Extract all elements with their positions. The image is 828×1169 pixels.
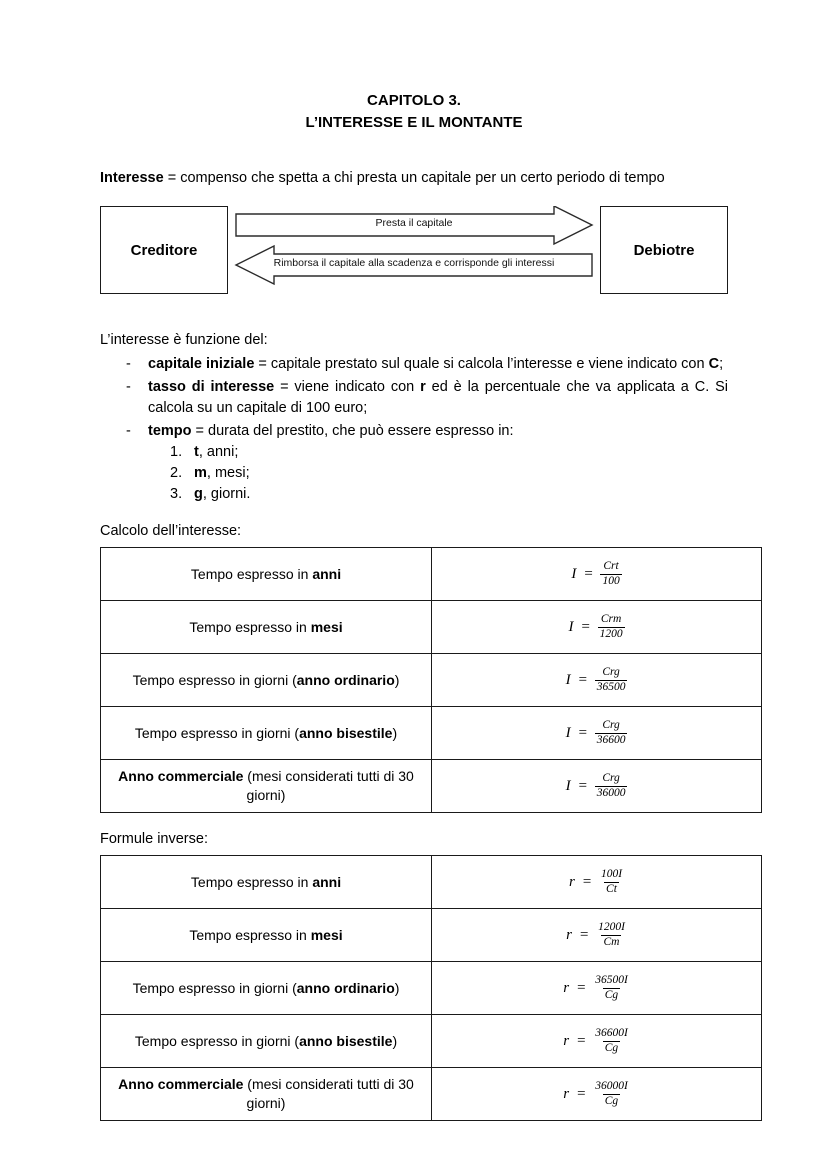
formula-operator: = (583, 565, 594, 582)
formula (571, 560, 621, 587)
unit-symbol: t (194, 444, 199, 460)
desc-post: (mesi considerati tutti di 30 giorni) (243, 1076, 414, 1111)
fraction-denominator: 1200 (599, 627, 623, 640)
desc-post: ) (392, 724, 398, 741)
interest-definition-text: = compenso che spetta a chi presta un capitale per un certo periodo di tempo (163, 170, 665, 186)
table-row (101, 654, 762, 707)
bullet-text-tail: ed è la percentuale che va applicata a C. Si calcola su un capitale di 100 euro; (148, 379, 728, 416)
desc-pre: Tempo espresso in (190, 565, 313, 582)
row-description (101, 1068, 432, 1121)
formula-operator: = (576, 979, 587, 996)
desc-pre: Tempo espresso in giorni ( (134, 1032, 300, 1049)
row-formula (432, 654, 762, 707)
bullet-symbol: r (420, 379, 426, 395)
fraction-denominator: 36000 (596, 786, 626, 799)
row-description (101, 962, 432, 1015)
time-units-list (170, 442, 728, 505)
desc-pre: Tempo espresso in (189, 926, 311, 943)
item-number: 2. (170, 465, 183, 481)
desc-bold: anno ordinario (296, 979, 395, 996)
fraction (595, 772, 628, 799)
formula (566, 719, 628, 746)
unit-symbol: m (194, 465, 207, 481)
row-description (101, 909, 432, 962)
formula (563, 1080, 630, 1107)
table-row (101, 707, 762, 760)
debtor-box (600, 206, 728, 294)
fraction-numerator: Crg (602, 772, 620, 785)
table-row (101, 601, 762, 654)
fraction-numerator: 100I (600, 868, 623, 881)
desc-pre: Tempo espresso in giorni ( (132, 671, 297, 688)
fraction (595, 719, 628, 746)
fraction (599, 868, 624, 895)
formula-operator: = (577, 671, 588, 688)
fraction-denominator: Cg (604, 1094, 619, 1107)
formula-lhs: r (563, 979, 570, 996)
inverse-formula-table (100, 855, 762, 1121)
table-row (101, 760, 762, 813)
bottom-arrow-label: Rimborsa il capitale alla scadenza e corrisponde gli interessi (273, 257, 555, 269)
formula-lhs: I (565, 671, 571, 688)
bullet-text-tail: ; (719, 356, 724, 372)
fraction-numerator: Crm (600, 613, 622, 626)
formula (566, 772, 628, 799)
fraction (593, 974, 630, 1001)
fraction-numerator: Crg (602, 666, 620, 679)
interest-table-caption: Calcolo dell’interesse: (100, 523, 242, 539)
desc-bold: mesi (310, 618, 343, 635)
formula (566, 921, 627, 948)
interest-formula-table (100, 547, 762, 813)
fraction-denominator: Cg (604, 1041, 619, 1054)
list-item (126, 421, 728, 505)
row-formula (432, 707, 762, 760)
dash-marker: - (126, 356, 131, 372)
formula-operator: = (576, 1032, 587, 1049)
dash-marker: - (126, 379, 131, 395)
desc-pre: Tempo espresso in (190, 873, 313, 890)
formula-lhs: I (571, 565, 577, 582)
desc-bold: anni (312, 565, 342, 582)
bullet-text: = viene indicato con (274, 379, 421, 395)
table-row (101, 962, 762, 1015)
desc-bold: anni (312, 873, 342, 890)
list-item (170, 484, 728, 505)
desc-bold: anno ordinario (296, 671, 395, 688)
row-description (101, 548, 432, 601)
desc-pre: Tempo espresso in (189, 618, 311, 635)
creditor-debtor-diagram (100, 206, 728, 302)
page-title (100, 90, 728, 134)
unit-symbol: g (194, 486, 203, 502)
formula-operator: = (577, 777, 588, 794)
bullet-symbol: C (708, 356, 720, 372)
row-description (101, 856, 432, 909)
fraction-denominator: 36500 (596, 680, 626, 693)
desc-bold: anno bisestile (299, 724, 393, 741)
fraction-numerator: 36500I (595, 974, 628, 987)
formula-lhs: r (568, 873, 575, 890)
desc-pre: Tempo espresso in giorni ( (134, 724, 300, 741)
row-formula (432, 856, 762, 909)
unit-text: , mesi; (206, 465, 250, 481)
fraction (598, 613, 625, 640)
table-row (101, 1015, 762, 1068)
formula-lhs: r (563, 1032, 570, 1049)
row-description (101, 707, 432, 760)
row-description (101, 654, 432, 707)
fraction-denominator: 100 (602, 574, 620, 587)
top-arrow-label: Presta il capitale (375, 217, 453, 229)
row-formula (432, 909, 762, 962)
fraction (595, 666, 628, 693)
table-row (101, 1068, 762, 1121)
fraction-numerator: Crg (602, 719, 620, 732)
fraction-denominator: 36600 (596, 733, 626, 746)
formula-operator: = (576, 1085, 587, 1102)
debtor-label: Debiotre (633, 241, 695, 259)
formula (568, 613, 624, 640)
row-description (101, 601, 432, 654)
fraction-denominator: Ct (606, 882, 617, 895)
title-line-2: L’INTERESSE E IL MONTANTE (305, 114, 523, 131)
desc-bold: mesi (310, 926, 343, 943)
formula-operator: = (577, 724, 588, 741)
fraction-numerator: Crt (603, 560, 619, 573)
fraction (596, 921, 627, 948)
formula-operator: = (580, 618, 591, 635)
unit-text: , giorni. (202, 486, 251, 502)
formula (563, 974, 630, 1001)
fraction (593, 1080, 630, 1107)
bullet-term: tempo (148, 423, 192, 439)
title-line-1: CAPITOLO 3. (367, 92, 461, 109)
list-item (170, 442, 728, 463)
formula (566, 666, 628, 693)
formula-lhs: r (566, 926, 572, 943)
fraction (600, 560, 621, 587)
factors-list (126, 354, 728, 505)
list-item (126, 377, 728, 419)
bullet-term: tasso di interesse (148, 379, 275, 395)
formula (569, 868, 624, 895)
table-row (101, 909, 762, 962)
desc-pre: Tempo espresso in giorni ( (132, 979, 297, 996)
desc-post: (mesi considerati tutti di 30 giorni) (243, 768, 414, 803)
row-formula (432, 1068, 762, 1121)
bullet-text: = durata del prestito, che può essere espresso in: (191, 423, 514, 439)
fraction-denominator: Cm (603, 935, 620, 948)
formula-lhs: I (568, 618, 574, 635)
bullet-term: capitale iniziale (148, 356, 255, 372)
inverse-table-caption: Formule inverse: (100, 831, 208, 847)
row-description (101, 760, 432, 813)
function-intro: L’interesse è funzione del: (100, 332, 268, 348)
desc-bold: anno bisestile (299, 1032, 393, 1049)
interest-term: Interesse (100, 170, 164, 186)
desc-bold: Anno commerciale (118, 768, 244, 784)
creditor-label: Creditore (130, 241, 198, 259)
unit-text: , anni; (198, 444, 239, 460)
fraction-numerator: 36600I (595, 1027, 628, 1040)
desc-post: ) (394, 979, 400, 996)
fraction-numerator: 36000I (595, 1080, 628, 1093)
formula-lhs: I (565, 777, 571, 794)
desc-post: ) (394, 671, 400, 688)
list-item (126, 354, 728, 375)
fraction-numerator: 1200I (598, 921, 625, 934)
item-number: 3. (170, 486, 183, 502)
row-description (101, 1015, 432, 1068)
row-formula (432, 1015, 762, 1068)
formula-lhs: r (563, 1085, 570, 1102)
list-item (170, 463, 728, 484)
fraction (593, 1027, 630, 1054)
row-formula (432, 760, 762, 813)
dash-marker: - (126, 423, 131, 439)
formula (563, 1027, 630, 1054)
interest-definition (100, 168, 728, 188)
item-number: 1. (170, 444, 183, 460)
arrows-group (234, 206, 594, 292)
creditor-box (100, 206, 228, 294)
row-formula (432, 962, 762, 1015)
bullet-text: = capitale prestato sul quale si calcola l’interesse e viene indicato con (254, 356, 709, 372)
table-row (101, 548, 762, 601)
formula-lhs: I (565, 724, 571, 741)
desc-bold: Anno commerciale (118, 1076, 244, 1092)
formula-operator: = (581, 873, 592, 890)
table-row (101, 856, 762, 909)
row-formula (432, 548, 762, 601)
row-formula (432, 601, 762, 654)
desc-post: ) (392, 1032, 398, 1049)
fraction-denominator: Cg (604, 988, 619, 1001)
formula-operator: = (578, 926, 590, 943)
